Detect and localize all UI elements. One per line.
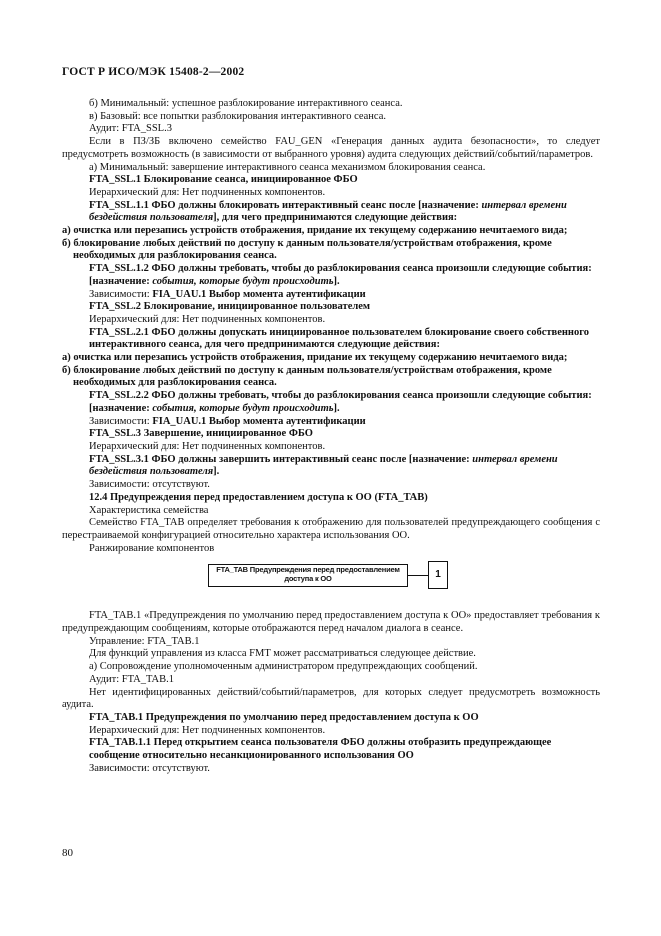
requirement — [62, 200, 600, 225]
paragraph: а) Сопровождение уполномоченным администратором предупреждающих сообщений. — [89, 661, 478, 673]
assignment-text: события, которые будут происходить — [152, 402, 334, 414]
paragraph: Ранжирование компонентов — [89, 542, 215, 554]
component-title: FTA_SSL.1 Блокирование сеанса, инициированное ФБО — [89, 174, 358, 186]
component-level-box: 1 — [428, 561, 448, 589]
paragraph: Если в ПЗ/ЗБ включено семейство FAU_GEN «Генерация данных аудита безопасности», то следует предусмотреть возможность (в зависимости от выбранного уровня) аудита следующих действий/событий/параметров. — [62, 136, 600, 160]
requirement: FTA_SSL.2.1 ФБО должны допускать инициированное пользователем блокирование своего собственного интерактивного сеанса, для чего предпринимаются следующие действия: — [89, 326, 589, 351]
paragraph: б) Минимальный: успешное разблокирование интерактивного сеанса. — [89, 98, 403, 109]
paragraph: в) Базовый: все попытки разблокирования интерактивного сеанса. — [89, 110, 386, 122]
paragraph: Иерархический для: Нет подчиненных компонентов. — [89, 313, 326, 325]
assignment-text: интервал времени бездействия пользователя — [89, 199, 567, 224]
dependencies — [62, 289, 600, 302]
paragraph: FTA_TAB.1 «Предупреждения по умолчанию перед предоставлением доступа к ОО» предоставляет требования к предупреждающим сообщениям, которые отображаются перед началом диалога в сеансе. — [62, 610, 600, 635]
paragraph: Иерархический для: Нет подчиненных компонентов. — [89, 724, 326, 736]
paragraph: Зависимости: отсутствуют. — [89, 479, 210, 491]
requirement-text: ]. — [213, 466, 220, 478]
requirement: FTA_TAB.1.1 Перед открытием сеанса пользователя ФБО должны отобразить предупреждающее сообщение относительно несанкционированного использования ОО — [89, 737, 552, 762]
requirement — [62, 454, 600, 479]
dependencies — [62, 416, 600, 429]
paragraph: Аудит: FTA_SSL.3 — [89, 123, 172, 135]
list-item: б) блокирование любых действий по доступу к данным пользователя/устройствам отображения, кроме необходимых для разблокирования сеанса. — [62, 237, 552, 262]
dependency-value: FIA_UAU.1 Выбор момента аутентификации — [152, 288, 366, 300]
list-item: а) очистка или перезапись устройств отображения, придание их текущему содержанию нечитаемого вида; — [62, 352, 568, 364]
paragraph: Управление: FTA_TAB.1 — [89, 635, 200, 647]
requirement-text: ], для чего предпринимаются следующие действия: — [213, 212, 458, 224]
paragraph: Аудит: FTA_TAB.1 — [89, 673, 175, 685]
dependencies-label: Зависимости: — [89, 415, 153, 427]
component-title: FTA_SSL.3 Завершение, инициированное ФБО — [89, 428, 313, 440]
requirement — [62, 263, 600, 288]
dependency-value: FIA_UAU.1 Выбор момента аутентификации — [152, 415, 366, 427]
document-body — [62, 98, 600, 775]
assignment-text: события, которые будут происходить — [152, 275, 334, 287]
page-number: 80 — [62, 847, 73, 859]
dependencies-label: Зависимости: — [89, 288, 153, 300]
paragraph: Характеристика семейства — [89, 504, 209, 516]
requirement-text: ]. — [333, 402, 340, 414]
requirement — [62, 390, 600, 415]
connector-line — [408, 575, 428, 576]
spacer — [62, 596, 600, 610]
requirement-text: FTA_SSL.2.2 ФБО должны требовать, чтобы до разблокирования сеанса произошли следующие события: [назначение: — [89, 390, 592, 414]
paragraph: Нет идентифицированных действий/событий/параметров, для которых следует предусмотреть возможность аудита. — [62, 686, 600, 711]
family-box: FTA_TAB Предупреждения перед предоставлением доступа к ОО — [208, 564, 408, 587]
component-title: FTA_TAB.1 Предупреждения по умолчанию перед предоставлением доступа к ОО — [89, 711, 479, 723]
component-leveling-diagram — [62, 559, 600, 593]
page-header: ГОСТ Р ИСО/МЭК 15408-2—2002 — [62, 66, 245, 78]
requirement-text: FTA_SSL.1.1 ФБО должны блокировать интерактивный сеанс после [назначение: — [89, 199, 482, 211]
section-heading: 12.4 Предупреждения перед предоставлением доступа к ОО (FTA_TAB) — [89, 491, 428, 503]
requirement-text: FTA_SSL.1.2 ФБО должны требовать, чтобы до разблокирования сеанса произошли следующие события: [назначение: — [89, 263, 592, 287]
list-item: а) очистка или перезапись устройств отображения, придание их текущему содержанию нечитаемого вида; — [62, 225, 568, 237]
paragraph: а) Минимальный: завершение интерактивного сеанса механизмом блокирования сеанса. — [89, 161, 486, 173]
paragraph: Семейство FTA_TAB определяет требования к отображению для пользователей предупреждающего сообщения с перестраиваемой конфигурацией относительно характера использования ОО. — [62, 517, 600, 541]
requirement-text: ]. — [333, 275, 340, 287]
requirement-text: FTA_SSL.3.1 ФБО должны завершить интерактивный сеанс после [назначение: — [89, 453, 473, 465]
list-item: б) блокирование любых действий по доступу к данным пользователя/устройствам отображения, кроме необходимых для разблокирования сеанса. — [62, 364, 552, 389]
component-title: FTA_SSL.2 Блокирование, инициированное пользователем — [89, 301, 371, 313]
paragraph: Иерархический для: Нет подчиненных компонентов. — [89, 440, 326, 452]
paragraph: Для функций управления из класса FMT может рассматриваться следующее действие. — [89, 648, 476, 660]
assignment-text: интервал времени бездействия пользователя — [89, 453, 558, 478]
paragraph: Зависимости: отсутствуют. — [89, 762, 210, 774]
paragraph: Иерархический для: Нет подчиненных компонентов. — [89, 186, 326, 198]
